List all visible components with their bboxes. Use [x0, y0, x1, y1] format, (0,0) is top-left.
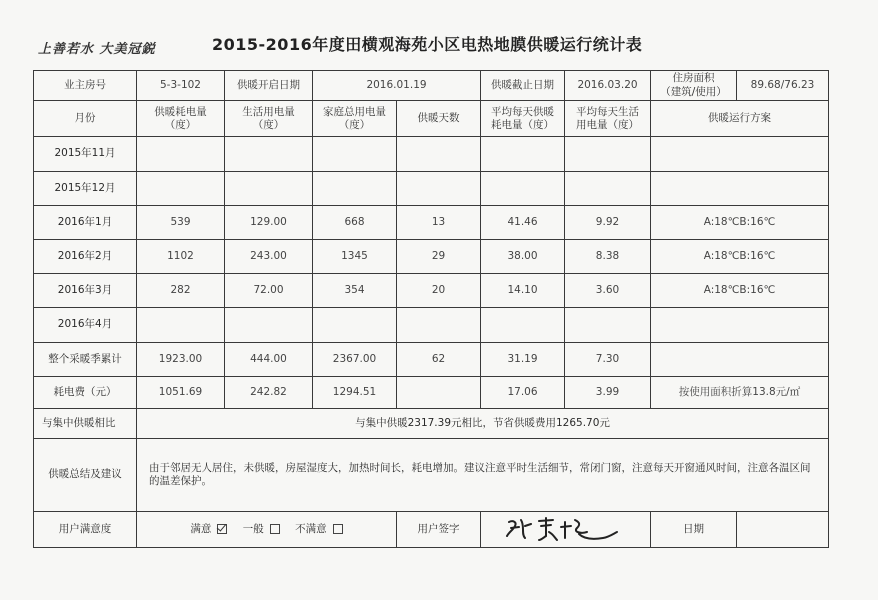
season-total-avg-living: 7.30: [565, 342, 651, 376]
season-total-home: 2367.00: [313, 342, 397, 376]
table-row: [34, 137, 829, 171]
row-month: 2016年2月: [34, 240, 137, 274]
checkbox-icon[interactable]: [270, 524, 280, 534]
summary-label: 供暖总结及建议: [34, 439, 137, 511]
cost-avg-living: 3.99: [565, 376, 651, 408]
row-days: [397, 137, 481, 171]
header-row: [34, 101, 829, 137]
row-avg-heat: [481, 171, 565, 205]
header-avg-living: 平均每天生活 用电量（度）: [565, 101, 651, 137]
row-scheme: [651, 171, 829, 205]
row-avg-heat: 38.00: [481, 240, 565, 274]
signature-area: [481, 511, 651, 547]
cost-avg-heat: 17.06: [481, 376, 565, 408]
compare-row: [34, 409, 829, 439]
row-month: 2016年3月: [34, 274, 137, 308]
row-total: [313, 308, 397, 342]
header-heat-kwh: 供暖耗电量 （度）: [137, 101, 225, 137]
row-month: 2015年12月: [34, 171, 137, 205]
season-total-days: 62: [397, 342, 481, 376]
table-row: [34, 240, 829, 274]
row-avg-living: [565, 308, 651, 342]
row-scheme: [651, 308, 829, 342]
cost-heat: 1051.69: [137, 376, 225, 408]
satisfaction-option-unsatisfied[interactable]: 不满意: [292, 523, 346, 535]
form-title: 2015-2016年度田横观海苑小区电热地膜供暖运行统计表: [212, 35, 643, 54]
start-date-label: 供暖开启日期: [225, 71, 313, 101]
row-total: [313, 171, 397, 205]
row-avg-heat: 14.10: [481, 274, 565, 308]
table-row: [34, 205, 829, 239]
end-date-value: 2016.03.20: [565, 71, 651, 101]
date-label: 日期: [651, 511, 737, 547]
row-scheme: A:18℃B:16℃: [651, 274, 829, 308]
row-living: 243.00: [225, 240, 313, 274]
house-label: 业主房号: [34, 71, 137, 101]
row-avg-heat: 41.46: [481, 205, 565, 239]
heating-statistics-table: [33, 70, 829, 548]
satisfaction-label: 用户满意度: [34, 511, 137, 547]
cost-total: 1294.51: [313, 376, 397, 408]
row-scheme: A:18℃B:16℃: [651, 240, 829, 274]
header-home-total: 家庭总用电量 （度）: [313, 101, 397, 137]
row-scheme: [651, 137, 829, 171]
row-avg-heat: [481, 308, 565, 342]
row-scheme: A:18℃B:16℃: [651, 205, 829, 239]
row-month: 2015年11月: [34, 137, 137, 171]
row-avg-living: 3.60: [565, 274, 651, 308]
row-days: [397, 308, 481, 342]
handwritten-signature: [491, 512, 641, 546]
row-days: 20: [397, 274, 481, 308]
row-heat: [137, 137, 225, 171]
end-date-label: 供暖截止日期: [481, 71, 565, 101]
row-heat: 282: [137, 274, 225, 308]
satisfaction-option-satisfied[interactable]: 满意: [187, 523, 230, 535]
satisfaction-row: [34, 511, 829, 547]
satisfaction-options: [137, 511, 397, 547]
row-heat: 1102: [137, 240, 225, 274]
cost-living: 242.82: [225, 376, 313, 408]
house-value: 5-3-102: [137, 71, 225, 101]
row-avg-heat: [481, 137, 565, 171]
season-total-avg-heat: 31.19: [481, 342, 565, 376]
header-month: 月份: [34, 101, 137, 137]
header-scheme: 供暖运行方案: [651, 101, 829, 137]
row-living: [225, 308, 313, 342]
row-heat: [137, 308, 225, 342]
checked-box-icon[interactable]: [217, 524, 227, 534]
row-heat: [137, 171, 225, 205]
start-date-value: 2016.01.19: [313, 71, 481, 101]
cost-days: [397, 376, 481, 408]
header-living-kwh: 生活用电量 （度）: [225, 101, 313, 137]
row-total: 1345: [313, 240, 397, 274]
row-living: [225, 137, 313, 171]
row-avg-living: 8.38: [565, 240, 651, 274]
company-motto: 上善若水 大美冠鋭: [38, 42, 156, 57]
satisfaction-option-average[interactable]: 一般: [240, 523, 283, 535]
checkbox-icon[interactable]: [333, 524, 343, 534]
row-avg-living: [565, 171, 651, 205]
row-total: 668: [313, 205, 397, 239]
row-avg-living: [565, 137, 651, 171]
row-month: 2016年1月: [34, 205, 137, 239]
season-total-living: 444.00: [225, 342, 313, 376]
summary-row: [34, 439, 829, 511]
row-total: [313, 137, 397, 171]
cost-scheme: 按使用面积折算13.8元/㎡: [651, 376, 829, 408]
cost-row: [34, 376, 829, 408]
compare-label: 与集中供暖相比: [34, 409, 137, 439]
row-month: 2016年4月: [34, 308, 137, 342]
table-row: [34, 308, 829, 342]
season-total-scheme: [651, 342, 829, 376]
row-avg-living: 9.92: [565, 205, 651, 239]
season-total-heat: 1923.00: [137, 342, 225, 376]
season-total-row: [34, 342, 829, 376]
row-living: [225, 171, 313, 205]
compare-text: 与集中供暖2317.39元相比，节省供暖费用1265.70元: [137, 409, 829, 439]
row-days: 29: [397, 240, 481, 274]
header-avg-heat: 平均每天供暖 耗电量（度）: [481, 101, 565, 137]
signature-label: 用户签字: [397, 511, 481, 547]
cost-label: 耗电费（元）: [34, 376, 137, 408]
table-row: [34, 171, 829, 205]
info-row: [34, 71, 829, 101]
season-total-label: 整个采暖季累计: [34, 342, 137, 376]
summary-text: 由于邻居无人居住，未供暖，房屋湿度大，加热时间长，耗电增加。建议注意平时生活细节，常闭门窗，注意每天开窗通风时间，注意各温区间的温差保护。: [137, 439, 829, 511]
table-row: [34, 274, 829, 308]
row-total: 354: [313, 274, 397, 308]
row-days: [397, 171, 481, 205]
area-label: 住房面积 （建筑/使用）: [651, 71, 737, 101]
header-days: 供暖天数: [397, 101, 481, 137]
date-value[interactable]: [737, 511, 829, 547]
row-days: 13: [397, 205, 481, 239]
area-value: 89.68/76.23: [737, 71, 829, 101]
row-living: 129.00: [225, 205, 313, 239]
row-heat: 539: [137, 205, 225, 239]
row-living: 72.00: [225, 274, 313, 308]
